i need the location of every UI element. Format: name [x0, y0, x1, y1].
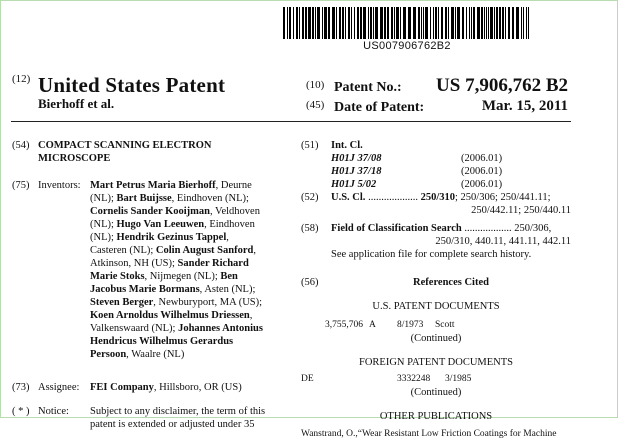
inventor-name: Hugo Van Leeuwen [116, 219, 205, 230]
inventor-location: , Eindhoven (NL); [171, 193, 249, 204]
barcode-bar [360, 7, 362, 39]
inventor-line [90, 348, 286, 361]
inventor-line [90, 322, 286, 335]
inventor-name: Johannes Antonius [178, 323, 263, 334]
barcode-bar [400, 7, 401, 39]
title-code: (12) [12, 73, 31, 85]
us-doc-name: Scott [435, 320, 455, 330]
inventor-line [90, 205, 286, 218]
inventor-line [90, 218, 286, 231]
barcode-bar [494, 7, 495, 39]
inventor-location: , Newburyport, MA (US); [153, 297, 263, 308]
barcode-bar [451, 7, 454, 39]
inventor-line [90, 257, 286, 270]
inventor-line [90, 335, 286, 348]
barcode-bar [328, 7, 330, 39]
patent-number-label: Patent No.: [334, 80, 402, 95]
barcode-bar [332, 7, 335, 39]
right-column [301, 139, 571, 441]
barcode-bar [455, 7, 456, 39]
header-left [12, 73, 225, 98]
references-heading [301, 276, 571, 290]
inventor-location: , [226, 232, 229, 243]
barcode-bar [505, 7, 506, 39]
barcode-bar [462, 7, 464, 39]
barcode-bar [435, 7, 437, 39]
barcode-bar [336, 7, 337, 39]
patent-number-code: (10) [306, 79, 325, 91]
barcode-bar [391, 7, 393, 39]
barcode-bar [312, 7, 314, 39]
inventor-location: Valkenswaard (NL); [90, 323, 179, 334]
barcode-bar [418, 7, 420, 39]
inventor-name: Bart Buijsse [116, 193, 172, 204]
inventors-field [12, 179, 287, 368]
barcode-bar [423, 7, 424, 39]
references-title: References Cited [413, 277, 489, 288]
int-cl-label: Int. Cl. [331, 140, 363, 151]
barcode-bar [315, 7, 316, 39]
patent-date-row [306, 99, 568, 116]
int-cl-date: (2006.01) [461, 179, 503, 190]
barcode-bar [357, 7, 359, 39]
notice-label: Notice: [38, 406, 69, 417]
int-cl-classification: H01J 37/18 [331, 166, 382, 177]
field-search-label: Field of Classification Search [331, 223, 462, 234]
barcode-bar [502, 7, 504, 39]
barcode-bar [373, 7, 374, 39]
header-rule [11, 121, 571, 122]
barcode-bar [526, 7, 527, 39]
assignee-code: (73) [12, 382, 30, 393]
title-field [12, 139, 287, 165]
barcode-bar [384, 7, 386, 39]
barcode-bar [403, 7, 406, 39]
us-doc-kind: A [369, 320, 376, 330]
int-cl-row [331, 165, 571, 178]
barcode-bar [322, 7, 323, 39]
us-cl-main: 250/310 [420, 192, 455, 203]
inventor-name: Cornelis Sander Kooijman [90, 206, 210, 217]
patent-title: United States Patent [38, 73, 226, 97]
patent-number-row [306, 75, 568, 96]
barcode-bar [293, 7, 294, 39]
barcode-bar [342, 7, 344, 39]
foreign-doc-date: 3/1985 [445, 374, 472, 384]
patent-date-code: (45) [306, 99, 325, 111]
inventor-location: , Eindhoven [204, 219, 255, 230]
barcode-bar [496, 7, 498, 39]
us-cl-line1: ; 250/306; 250/441.11; [454, 192, 551, 203]
barcode-bar [345, 7, 346, 39]
int-cl-row [331, 178, 571, 191]
barcode-block [283, 7, 531, 52]
barcode-bar [484, 7, 485, 39]
barcode-bar [512, 7, 514, 39]
notice-field [12, 405, 287, 435]
assignee-location: , Hillsboro, OR (US) [153, 382, 242, 393]
inventor-location: , [253, 245, 256, 256]
barcode-bar [486, 7, 487, 39]
notice-code: ( * ) [12, 406, 30, 417]
field-of-search [301, 222, 571, 264]
references-code: (56) [301, 277, 319, 288]
invention-title-line1: COMPACT SCANNING ELECTRON [38, 140, 212, 151]
barcode-bar [308, 7, 311, 39]
inventor-name: Koen Arnoldus Wilhelmus Driessen [90, 310, 250, 321]
inventor-location: (NL); [90, 219, 117, 230]
foreign-doc-number: 3332248 [397, 374, 431, 384]
inventor-line [90, 309, 286, 322]
barcode-bar [473, 7, 475, 39]
barcode-bar [471, 7, 472, 39]
us-doc-number: 3,755,706 [325, 320, 363, 330]
us-cl-field [301, 191, 571, 219]
inventor-location: , Deurne [215, 180, 252, 191]
barcode-bar [368, 7, 369, 39]
barcode-bar [396, 7, 399, 39]
inventor-line [90, 270, 286, 283]
inventor-line [90, 192, 286, 205]
inventor-line [90, 283, 286, 296]
inventor-location: , Waalre (NL) [126, 349, 185, 360]
inventor-name: Ben [220, 271, 238, 282]
int-cl-classification: H01J 37/08 [331, 153, 382, 164]
field-search-dots: .................. [461, 223, 512, 234]
us-docs-continued: (Continued) [410, 333, 462, 344]
field-search-line1: 250/306, [511, 223, 552, 234]
int-cl-date: (2006.01) [461, 153, 503, 164]
barcode-bar [324, 7, 327, 39]
us-cl-dots: ................... [365, 192, 418, 203]
inventor-name: Mart Petrus Maria Bierhoff [90, 180, 216, 191]
inventor-name: Hendricus Wilhelmus Gerardus [90, 336, 234, 347]
inventor-location: , [249, 310, 253, 321]
inventor-name: Persoon [90, 349, 127, 360]
barcode-bar [302, 7, 304, 39]
barcode-bar [289, 7, 291, 39]
other-pubs-title: OTHER PUBLICATIONS [379, 411, 493, 422]
field-search-line3: See application file for complete search history. [331, 249, 532, 260]
barcode-bar [481, 7, 483, 39]
inventors-label: Inventors: [38, 180, 81, 191]
barcode-bar [528, 7, 529, 39]
int-cl-table [331, 152, 571, 191]
left-column [12, 139, 287, 435]
inventor-name: Steven Berger [90, 297, 154, 308]
inventor-name: Hendrik Gezinus Tappel [116, 232, 227, 243]
barcode-bar [375, 7, 378, 39]
barcode-bar [363, 7, 366, 39]
inventor-name: Colin August Sanford [155, 245, 254, 256]
inventor-location: , Asten (NL); [199, 284, 256, 295]
inventor-location: Atkinson, NH (US); [90, 258, 178, 269]
barcode-bar [408, 7, 411, 39]
barcode-bar [394, 7, 395, 39]
barcode-bar [441, 7, 443, 39]
inventor-name: Sander Richard [177, 258, 249, 269]
inventor-location: Casteren (NL); [90, 245, 156, 256]
barcode-bar [433, 7, 434, 39]
barcode-bar [457, 7, 460, 39]
barcode-bar [499, 7, 501, 39]
patent-authors: Bierhoff et al. [38, 96, 115, 111]
inventor-location: , Veldhoven [209, 206, 260, 217]
patent-date-value: Mar. 15, 2011 [481, 98, 568, 114]
inventor-location: (NL); [90, 193, 117, 204]
invention-title-line2: MICROSCOPE [38, 153, 111, 164]
int-cl-field [301, 139, 571, 191]
barcode-bar [339, 7, 341, 39]
barcode-bar [299, 7, 300, 39]
inventor-line [90, 244, 286, 257]
us-docs-title: U.S. PATENT DOCUMENTS [372, 301, 500, 312]
assignee-label: Assignee: [38, 382, 80, 393]
barcode-bar [387, 7, 389, 39]
foreign-docs-continued: (Continued) [410, 387, 462, 398]
barcode-bar [516, 7, 519, 39]
barcode-bar [490, 7, 493, 39]
us-doc-date: 8/1973 [397, 320, 424, 330]
int-cl-date: (2006.01) [461, 166, 503, 177]
barcode-bar [370, 7, 372, 39]
barcode-bar [448, 7, 449, 39]
foreign-doc-country: DE [301, 374, 314, 384]
barcode-bar [421, 7, 422, 39]
notice-line1: Subject to any disclaimer, the term of this [90, 406, 266, 417]
barcode-bar [469, 7, 470, 39]
barcode-bar [305, 7, 307, 39]
barcode-bar [283, 7, 285, 39]
inventors-code: (75) [12, 180, 30, 191]
inventor-line [90, 179, 286, 192]
barcode-number: US007906762B2 [363, 40, 451, 52]
inventor-name: Jacobus Marie Bormans [90, 284, 200, 295]
field-search-code: (58) [301, 223, 319, 234]
field-search-line2: 250/310, 440.11, 441.11, 442.11 [435, 236, 571, 247]
barcode-bar [508, 7, 510, 39]
notice-line2: patent is extended or adjusted under 35 [90, 419, 255, 430]
us-cl-code: (52) [301, 192, 319, 203]
barcode-bar [354, 7, 355, 39]
barcode-bar [287, 7, 288, 39]
other-pubs-line1: Wanstrand, O.,“Wear Resistant Low Friction Coatings for Machine [301, 429, 557, 439]
foreign-doc-row [301, 373, 571, 386]
barcode-bar [317, 7, 320, 39]
barcode-bar [430, 7, 431, 39]
barcode-bar [445, 7, 447, 39]
us-cl-label: U.S. Cl. [331, 192, 366, 203]
barcode-bar [413, 7, 416, 39]
int-cl-classification: H01J 5/02 [331, 179, 377, 190]
barcode-bar [296, 7, 298, 39]
barcode-bar [425, 7, 428, 39]
inventor-line [90, 231, 286, 244]
barcode-graphic [283, 7, 531, 39]
barcode-bar [466, 7, 467, 39]
barcode-bar [348, 7, 350, 39]
assignee-field [12, 381, 287, 395]
inventor-location: , Nijmegen (NL); [144, 271, 221, 282]
barcode-bar [380, 7, 383, 39]
inventor-name: Marie Stoks [90, 271, 145, 282]
inventors-list [90, 179, 286, 361]
patent-date-label: Date of Patent: [334, 100, 425, 115]
barcode-bar [523, 7, 524, 39]
barcode-bar [521, 7, 522, 39]
barcode-bar [477, 7, 480, 39]
int-cl-code: (51) [301, 140, 319, 151]
title-field-code: (54) [12, 140, 30, 151]
assignee-name: FEI Company [90, 382, 154, 393]
inventor-location: (NL); [90, 232, 117, 243]
int-cl-row [331, 152, 571, 165]
us-doc-row [301, 319, 571, 332]
us-cl-line2: 250/442.11; 250/440.11 [471, 205, 571, 216]
inventor-line [90, 296, 286, 309]
barcode-bar [351, 7, 352, 39]
patent-number-value: US 7,906,762 B2 [436, 75, 568, 96]
foreign-docs-title: FOREIGN PATENT DOCUMENTS [358, 357, 514, 368]
barcode-bar [488, 7, 489, 39]
barcode-bar [438, 7, 439, 39]
